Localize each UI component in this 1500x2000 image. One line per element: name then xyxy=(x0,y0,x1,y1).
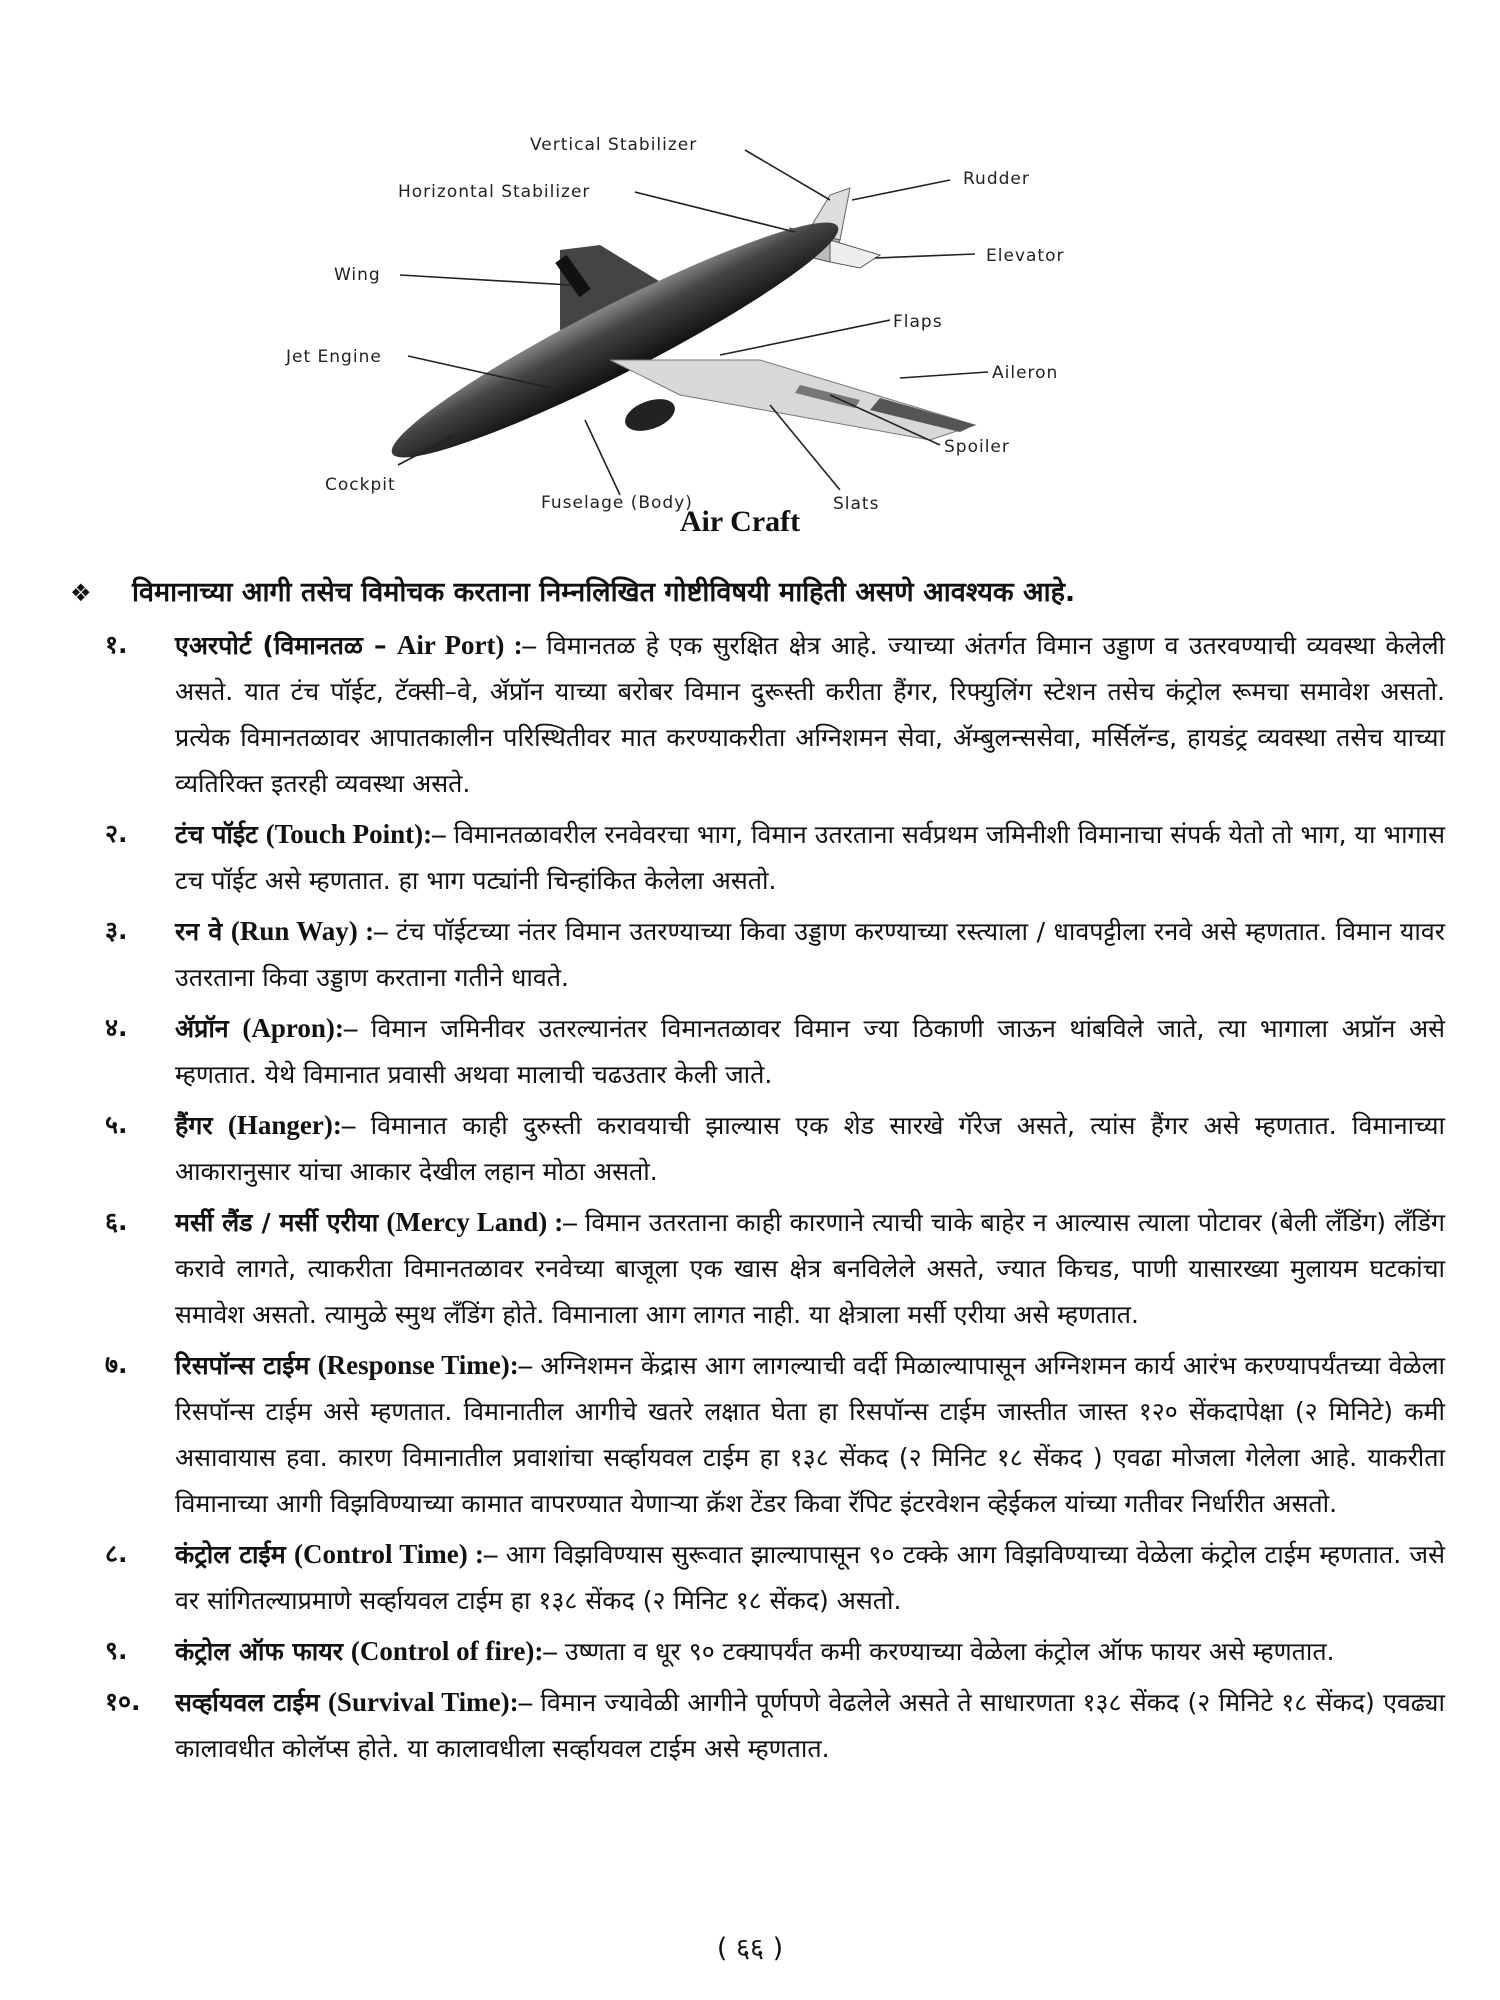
item-number: २. xyxy=(105,819,128,848)
label-wing: Wing xyxy=(334,265,381,285)
item-term-english: Air Port) :– xyxy=(396,630,537,660)
diagram-caption: Air Craft xyxy=(679,505,801,538)
label-spoiler: Spoiler xyxy=(944,437,1010,457)
definition-item xyxy=(105,811,1445,904)
item-term: सर्व्हायवल टाईम xyxy=(175,1688,320,1717)
item-text: उष्णता व धूर ९० टक्यापर्यंत कमी करण्याच्या वेळेला कंट्रोल ऑफ फायर असे म्हणतात. xyxy=(556,1637,1335,1666)
label-cockpit: Cockpit xyxy=(325,475,396,495)
item-term: ॲप्रॉन xyxy=(175,1014,229,1043)
definition-item xyxy=(105,1531,1445,1624)
label-vertical-stabilizer: Vertical Stabilizer xyxy=(530,135,698,155)
item-text: विमानतळावरील रनवेवरचा भाग, विमान उतरताना सर्वप्रथम जमिनीशी विमानाचा संपर्क येतो तो भाग, या भागास टच पॉईट असे म्हणतात. हा भाग पट्यांनी चिन्हांकित केलेला असतो. xyxy=(175,820,1445,895)
item-text: अग्निशमन केंद्रास आग लागल्याची वर्दी मिळाल्यापासून अग्निशमन कार्य आरंभ करण्यापर्यंतच्या वेळेला रिसपॉन्स टाईम असे म्हणतात. विमानातील आगीचे खतरे लक्षात घेता हा रिसपॉन्स टाईम जास्तीत जास्त १२० सेंकदापेक्षा (२ मिनिटे) कमी असावायास हवा. कारण विमानातील प्रवाशांचा सर्व्हायवल टाईम हा १३८ सेंकद (२ मिनिट १८ सेंकद ) एवढा मोजला गेलेला आहे. याकरीता विमानाच्या आगी विझविण्याच्या कामात वापरण्यात येणाऱ्या क्रॅश टेंडर किवा रॅपिट इंटरवेशन व्हेईकल यांच्या गतीवर निर्धारीत असतो. xyxy=(175,1351,1446,1518)
item-number: ९. xyxy=(105,1636,128,1665)
item-body xyxy=(175,1531,1445,1624)
definition-item xyxy=(105,908,1445,1001)
item-text: विमान उतरताना काही कारणाने त्याची चाके बाहेर न आल्यास त्याला पोटावर (बेली लॅंडिंग) लॅंडिंग करावे लागते, त्याकरीता विमानतळावर रनवेच्या बाजूला एक खास क्षेत्र बनविलेले असते, ज्यात किचड, पाणी यासारख्या मुलायम घटकांचा समावेश असतो. त्यामुळे स्मुथ लॅंडिंग होते. विमानाला आग लागत नाही. या क्षेत्राला मर्सी एरीया असे म्हणतात. xyxy=(175,1208,1446,1329)
definition-item xyxy=(105,622,1445,807)
item-body xyxy=(175,811,1445,904)
definition-list xyxy=(105,622,1445,1776)
item-term: टंच पॉईट xyxy=(175,820,258,849)
item-term: कंट्रोल टाईम xyxy=(175,1540,286,1569)
definition-item xyxy=(105,1005,1445,1098)
diamond-bullet-icon: ❖ xyxy=(70,579,92,607)
item-term-english: (Touch Point):– xyxy=(265,819,446,849)
item-term-english: (Control of fire):– xyxy=(350,1636,557,1666)
label-flaps: Flaps xyxy=(893,312,943,332)
item-body xyxy=(175,1628,1445,1675)
item-term-english: (Mercy Land) :– xyxy=(386,1207,577,1237)
item-term-english: (Run Way) :– xyxy=(230,916,388,946)
fuselage xyxy=(377,196,853,484)
item-term-english: (Survival Time):– xyxy=(327,1687,533,1717)
item-number: १. xyxy=(105,630,128,659)
item-term: रन वे xyxy=(175,917,223,946)
item-body xyxy=(175,622,1445,807)
item-text: आग विझविण्यास सुरूवात झाल्यापासून ९० टक्के आग विझविण्याच्या वेळेला कंट्रोल टाईम म्हणतात. जसे वर सांगितल्याप्रमाणे सर्व्हायवल टाईम हा १३८ सेंकद (२ मिनिट १८ सेंकद) असतो. xyxy=(175,1540,1445,1615)
item-number: १०. xyxy=(105,1687,141,1716)
item-term-english: (Control Time) :– xyxy=(294,1539,498,1569)
item-text: टंच पॉईटच्या नंतर विमान उतरण्याच्या किवा उड्डाण करण्याच्या रस्त्याला / धावपट्टीला रनवे असे म्हणतात. विमान यावर उतरताना किवा उड्डाण करताना गतीने धावते. xyxy=(175,917,1445,992)
label-aileron: Aileron xyxy=(992,363,1059,383)
label-elevator: Elevator xyxy=(986,246,1065,266)
definition-item xyxy=(105,1102,1445,1195)
item-body xyxy=(175,1005,1445,1098)
item-term: मर्सी लैंड / मर्सी एरीया xyxy=(175,1208,379,1237)
item-body xyxy=(175,1679,1445,1772)
definition-item xyxy=(105,1342,1445,1527)
item-body xyxy=(175,908,1445,1001)
label-jet-engine: Jet Engine xyxy=(286,347,382,367)
item-text: विमान जमिनीवर उतरल्यानंतर विमानतळावर विमान ज्या ठिकाणी जाऊन थांबविले जाते, त्या भागाला अप्रॉन असे म्हणतात. येथे विमानात प्रवासी अथवा मालाची चढउतार केली जाते. xyxy=(175,1014,1445,1089)
item-number: ६. xyxy=(105,1207,128,1236)
item-term: एअरपोर्ट (विमानतळ – xyxy=(175,631,387,660)
item-term-english: (Apron):– xyxy=(242,1013,358,1043)
item-number: ८. xyxy=(105,1539,128,1568)
item-term: हैंगर xyxy=(175,1111,213,1140)
label-slats: Slats xyxy=(833,494,880,514)
definition-item xyxy=(105,1679,1445,1772)
intro-line xyxy=(70,572,1460,609)
label-fuselage: Fuselage (Body) xyxy=(541,493,693,513)
item-number: ३. xyxy=(105,916,128,945)
item-body xyxy=(175,1342,1445,1527)
item-number: ५. xyxy=(105,1110,128,1139)
item-term: रिसपॉन्स टाईम xyxy=(175,1351,310,1380)
definition-item xyxy=(105,1628,1445,1675)
page-number: ( ६६ ) xyxy=(716,1933,784,1964)
item-text: विमानतळ हे एक सुरक्षित क्षेत्र आहे. ज्याच्या अंतर्गत विमान उड्डाण व उतरवण्याची व्यवस्था केलेली असते. यात टंच पॉईट, टॅक्सी–वे, ॲप्रॉन याच्या बरोबर विमान दुरूस्ती करीता हैंगर, रिफ्युलिंग स्टेशन तसेच कंट्रोल रूमचा समावेश असतो. प्रत्येक विमानतळावर आपातकालीन परिस्थितीवर मात करण्याकरीता अग्निशमन सेवा, ॲम्बुलन्ससेवा, मर्सिलॅन्ड, हायडंट्र व्यवस्था तसेच याच्या व्यतिरिक्त इतरही व्यवस्था असते. xyxy=(175,631,1445,798)
label-rudder: Rudder xyxy=(963,169,1030,189)
item-term-english: (Hanger):– xyxy=(227,1110,356,1140)
jet-engine xyxy=(621,393,679,437)
label-horizontal-stabilizer: Horizontal Stabilizer xyxy=(398,182,591,202)
elevator xyxy=(830,240,880,268)
item-term: कंट्रोल ऑफ फायर xyxy=(175,1637,343,1666)
item-body xyxy=(175,1102,1445,1195)
item-text: विमानात काही दुरुस्ती करावयाची झाल्यास एक शेड सारखे गॅरेज असते, त्यांस हैंगर असे म्हणतात. विमानाच्या आकारानुसार यांचा आकार देखील लहान मोठा असतो. xyxy=(175,1111,1445,1186)
item-body xyxy=(175,1199,1445,1338)
item-term-english: (Response Time):– xyxy=(317,1350,533,1380)
item-number: ४. xyxy=(105,1013,128,1042)
item-number: ७. xyxy=(105,1350,128,1379)
intro-text: विमानाच्या आगी तसेच विमोचक करताना निम्नलिखित गोष्टीविषयी माहिती असणे आवश्यक आहे. xyxy=(132,577,1076,608)
item-text: विमान ज्यावेळी आगीने पूर्णपणे वेढलेले असते ते साधारणता १३८ सेंकद (२ मिनिटे १८ सेंकद) एवढ्या कालावधीत कोलॅप्स होते. या कालावधीला सर्व्हायवल टाईम असे म्हणतात. xyxy=(175,1688,1445,1763)
aircraft-diagram xyxy=(0,0,1500,560)
definition-item xyxy=(105,1199,1445,1338)
